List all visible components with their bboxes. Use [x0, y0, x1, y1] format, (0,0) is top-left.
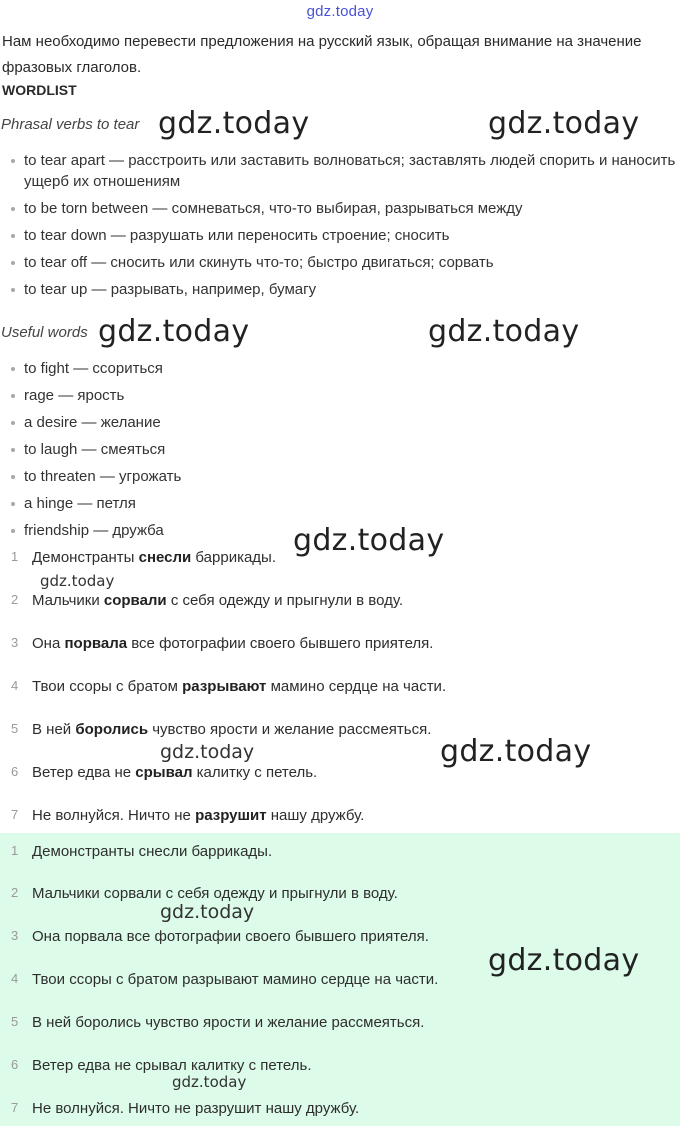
- sentence-number: 5: [11, 721, 19, 736]
- answer-text: Мальчики сорвали с себя одежду и прыгнули в воду.: [32, 885, 398, 902]
- watermark: gdz.today: [293, 523, 445, 558]
- answer-text: Не волнуйся. Ничто не разрушит нашу дружбу.: [32, 1100, 360, 1117]
- bullet-icon: [11, 394, 15, 398]
- watermark: gdz.today: [160, 741, 255, 763]
- answer-number: 4: [11, 971, 19, 986]
- bullet-icon: [11, 529, 15, 533]
- answer-text: Демонстранты снесли баррикады.: [32, 843, 273, 860]
- answer-number: 3: [11, 928, 19, 943]
- list-item: to threaten — угрожать: [0, 466, 676, 487]
- site-link[interactable]: gdz.today: [306, 3, 374, 20]
- sentence-row: [0, 678, 680, 700]
- answer-number: 6: [11, 1057, 19, 1072]
- bullet-icon: [11, 421, 15, 425]
- sentence-text: В ней боролись чувство ярости и желание рассмеяться.: [32, 721, 432, 738]
- list-item: to tear up — разрывать, например, бумагу: [0, 279, 676, 300]
- bullet-icon: [11, 367, 15, 371]
- bullet-icon: [11, 234, 15, 238]
- bullet-icon: [11, 207, 15, 211]
- answer-row: [0, 1057, 680, 1079]
- sentence-number: 4: [11, 678, 19, 693]
- answer-row: [0, 1014, 680, 1036]
- watermark: gdz.today: [160, 901, 255, 923]
- answer-row: [0, 843, 680, 865]
- sentence-text: Ветер едва не срывал калитку с петель.: [32, 764, 318, 781]
- sentence-row: [0, 592, 680, 614]
- sentence-text: Не волнуйся. Ничто не разрушит нашу дружбу.: [32, 807, 365, 824]
- intro-text: Нам необходимо перевести предложения на русский язык, обращая внимание на значение фразовых глаголов.: [2, 33, 642, 76]
- answer-row: [0, 885, 680, 907]
- bullet-icon: [11, 475, 15, 479]
- bullet-icon: [11, 288, 15, 292]
- watermark: gdz.today: [488, 943, 640, 978]
- sentence-row: [0, 635, 680, 657]
- sentence-row: [0, 807, 680, 829]
- bullet-icon: [11, 159, 15, 163]
- useful-words-heading: Useful words: [1, 324, 88, 341]
- bullet-icon: [11, 261, 15, 265]
- sentence-text: Твои ссоры с братом разрывают мамино сердце на части.: [32, 678, 447, 695]
- phrasal-verbs-list: [0, 150, 676, 306]
- answer-text: Она порвала все фотографии своего бывшего приятеля.: [32, 928, 429, 945]
- list-item: a hinge — петля: [0, 493, 676, 514]
- list-item: to tear down — разрушать или переносить строение; сносить: [0, 225, 676, 246]
- list-item: friendship — дружба: [0, 520, 676, 541]
- list-item: rage — ярость: [0, 385, 676, 406]
- answer-number: 5: [11, 1014, 19, 1029]
- list-item: to tear off — сносить или скинуть что-то; быстро двигаться; сорвать: [0, 252, 676, 273]
- watermark: gdz.today: [98, 314, 250, 349]
- list-item: to laugh — смеяться: [0, 439, 676, 460]
- sentence-number: 2: [11, 592, 19, 607]
- watermark: gdz.today: [158, 106, 310, 141]
- sentence-text: Она порвала все фотографии своего бывшего приятеля.: [32, 635, 434, 652]
- answer-row: [0, 1100, 680, 1122]
- answer-number: 2: [11, 885, 19, 900]
- answer-number: 1: [11, 843, 19, 858]
- sentence-number: 3: [11, 635, 19, 650]
- sentence-text: Мальчики сорвали с себя одежду и прыгнули в воду.: [32, 592, 404, 609]
- watermark: gdz.today: [488, 106, 640, 141]
- watermark: gdz.today: [428, 314, 580, 349]
- sentence-number: 7: [11, 807, 19, 822]
- sentence-number: 1: [11, 549, 19, 564]
- list-item: to tear apart — расстроить или заставить волноваться; заставлять людей спорить и наносить ущерб их отношениям: [0, 150, 676, 192]
- watermark: gdz.today: [172, 1073, 247, 1091]
- answer-text: В ней боролись чувство ярости и желание рассмеяться.: [32, 1014, 425, 1031]
- sentence-text: Демонстранты снесли баррикады.: [32, 549, 277, 566]
- list-item: to be torn between — сомневаться, что-то выбирая, разрываться между: [0, 198, 676, 219]
- sentence-number: 6: [11, 764, 19, 779]
- answer-text: Твои ссоры с братом разрывают мамино сердце на части.: [32, 971, 439, 988]
- wordlist-heading: WORDLIST: [2, 82, 77, 98]
- answer-block: [0, 833, 680, 1126]
- watermark: gdz.today: [40, 572, 115, 590]
- answer-number: 7: [11, 1100, 19, 1115]
- phrasal-verbs-heading: Phrasal verbs to tear: [1, 116, 140, 133]
- bullet-icon: [11, 502, 15, 506]
- list-item: to fight — ссориться: [0, 358, 676, 379]
- useful-words-list: [0, 358, 676, 547]
- list-item: a desire — желание: [0, 412, 676, 433]
- watermark: gdz.today: [440, 734, 592, 769]
- bullet-icon: [11, 448, 15, 452]
- answer-text: Ветер едва не срывал калитку с петель.: [32, 1057, 312, 1074]
